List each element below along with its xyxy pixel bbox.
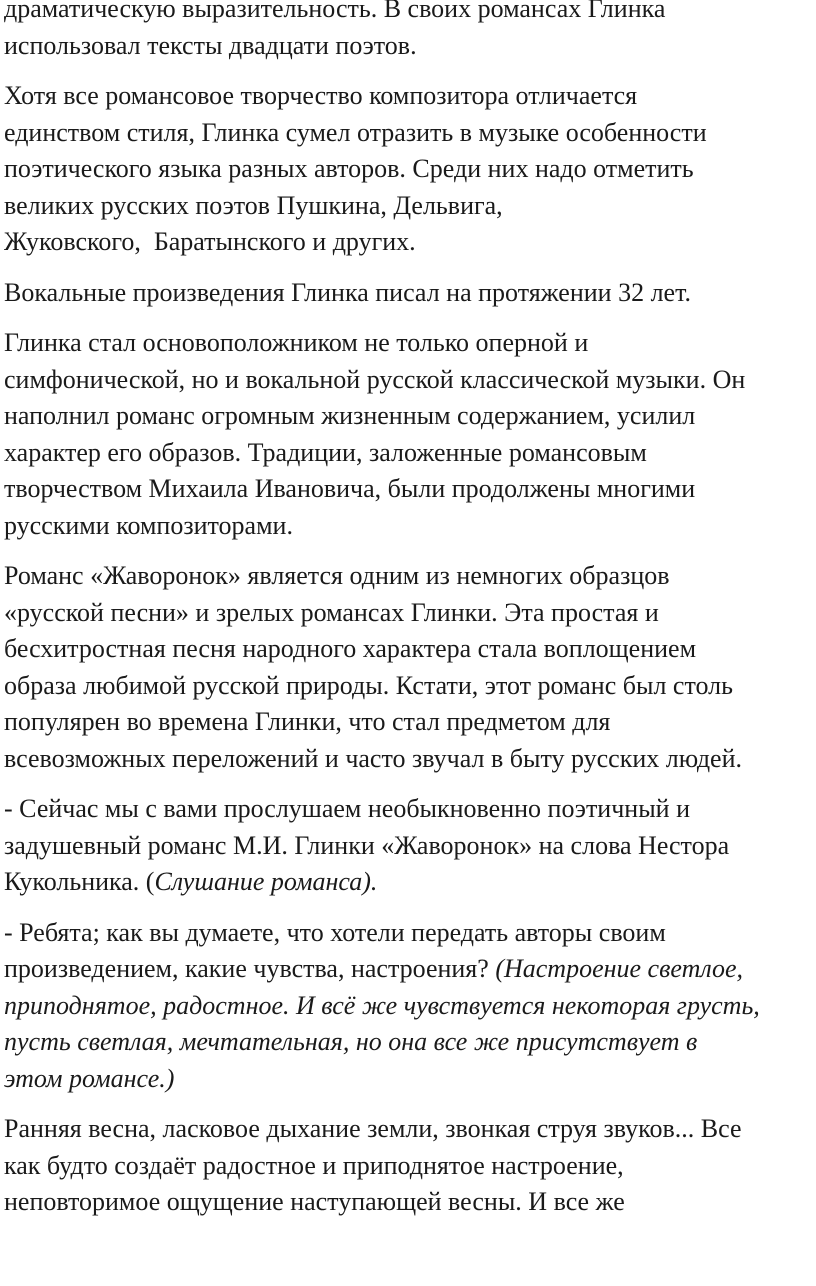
paragraph-lark-romance (4, 558, 816, 777)
text-line: Ранняя весна, ласковое дыхание земли, звонкая струя звуков... Все (4, 1114, 742, 1143)
text-line: единством стиля, Глинка сумел отразить в музыке особенности (4, 117, 707, 147)
text-line: произведением, какие чувства, настроения? (4, 954, 496, 983)
text-line: Романс «Жаворонок» является одним из немногих образцов (4, 561, 670, 590)
text-line: характер его образов. Традиции, заложенные романсовым (4, 437, 647, 467)
italic-answer: этом романсе.) (4, 1063, 175, 1093)
text-line: Вокальные произведения Глинка писал на протяжении 32 лет. (4, 277, 691, 307)
italic-answer: (Настроение светлое, (495, 954, 744, 983)
italic-remark: Слушание романса). (154, 867, 378, 896)
text-line: Жуковского, Баратынского и других. (4, 227, 416, 256)
text-line: - Сейчас мы с вами прослушаем необыкновенно поэтичный и (4, 794, 691, 823)
text-line: Кукольника. ( (4, 867, 155, 896)
document-page (4, 0, 816, 1235)
paragraph-vocal-works (4, 275, 816, 312)
text-line: наполнил романс огромным жизненным содержанием, усилил (4, 401, 696, 430)
paragraph-question (4, 915, 816, 1098)
text-line: бесхитростная песня народного характера стала воплощением (4, 634, 697, 663)
text-line: образа любимой русской природы. Кстати, этот романс был столь (4, 670, 733, 700)
paragraph-founder (4, 325, 816, 544)
text-line: всевозможных переложений и часто звучал в быту русских людей. (4, 743, 743, 773)
paragraph-romances-texts (4, 0, 816, 64)
paragraph-unity-of-style (4, 78, 816, 261)
text-line: симфонической, но и вокальной русской классической музыки. Он (4, 364, 746, 394)
text-line: «русской песни» и зрелых романсах Глинки. Эта простая и (4, 597, 659, 627)
text-line: русскими композиторами. (4, 510, 293, 540)
paragraph-early-spring (4, 1111, 816, 1221)
text-line: неповторимое ощущение наступающей весны. И все же (4, 1187, 625, 1216)
text-line: великих русских поэтов Пушкина, Дельвига, (4, 190, 503, 220)
text-line: задушевный романс М.И. Глинки «Жаворонок» на слова Нестора (4, 830, 730, 860)
paragraph-listening (4, 791, 816, 901)
text-line: драматическую выразительность. В своих романсах Глинка (4, 0, 666, 23)
italic-answer: приподнятое, радостное. И всё же чувствуется некоторая грусть, (4, 990, 760, 1020)
text-line: как будто создаёт радостное и приподнятое настроение, (4, 1150, 624, 1180)
text-line: творчеством Михаила Ивановича, были продолжены многими (4, 474, 696, 503)
text-line: Хотя все романсовое творчество композитора отличается (4, 81, 638, 110)
text-line: поэтического языка разных авторов. Среди них надо отметить (4, 154, 694, 183)
text-line: использовал тексты двадцати поэтов. (4, 30, 417, 60)
italic-answer: пусть светлая, мечтательная, но она все же присутствует в (4, 1027, 698, 1056)
text-line: - Ребята; как вы думаете, что хотели передать авторы своим (4, 917, 666, 947)
text-line: Глинка стал основоположником не только оперной и (4, 328, 589, 357)
text-line: популярен во времена Глинки, что стал предметом для (4, 707, 611, 736)
